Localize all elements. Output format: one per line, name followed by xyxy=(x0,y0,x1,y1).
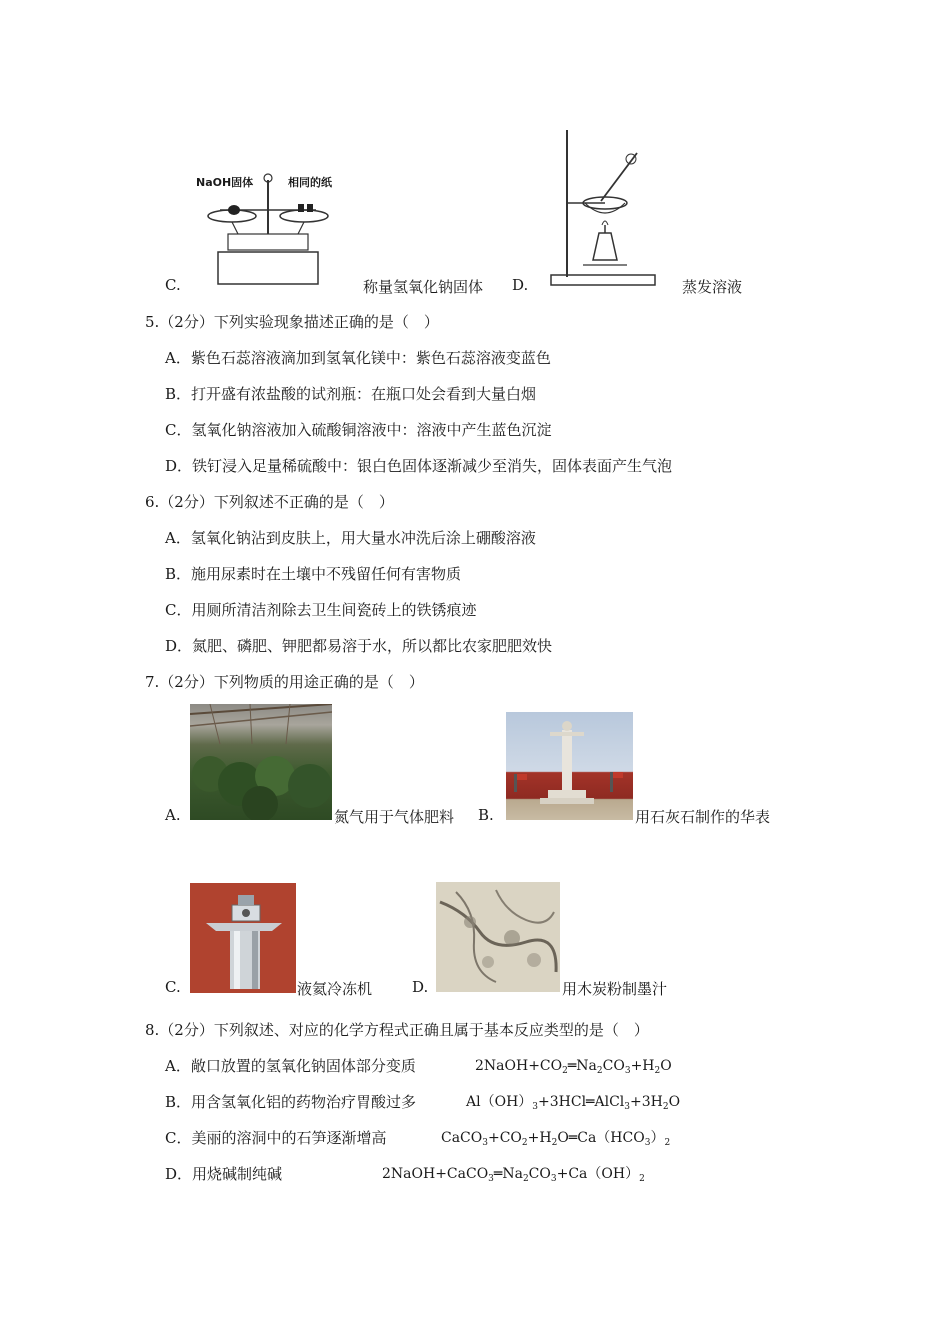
q6-stem: 6.（2分）下列叙述不正确的是（ ） xyxy=(145,493,394,511)
greenhouse-photo xyxy=(190,704,332,820)
q5-option-b: B．打开盛有浓盐酸的试剂瓶：在瓶口处会看到大量白烟 xyxy=(165,385,537,403)
q8-option-c-equation: $CaCO_3+CO_2+H_2O═Ca(HCO_3)_2$ xyxy=(441,1130,671,1148)
q8-option-c: C．美丽的溶洞中的石笋逐渐增高 xyxy=(165,1129,387,1147)
freezer-illustration xyxy=(190,883,296,993)
q4-option-c-text: 称量氢氧化钠固体 xyxy=(363,278,484,296)
q7-option-a-letter: A. xyxy=(165,806,181,824)
q7-option-c-text: 液氦冷冻机 xyxy=(297,980,373,998)
q4-option-d-letter: D. xyxy=(512,276,529,294)
ink-painting-photo xyxy=(436,882,560,992)
q7-stem: 7.（2分）下列物质的用途正确的是（ ） xyxy=(145,673,424,691)
freezer-photo xyxy=(190,883,296,993)
q6-option-b: B．施用尿素时在土壤中不残留任何有害物质 xyxy=(165,565,462,583)
balance-diagram xyxy=(190,160,340,290)
q5-option-d: D．铁钉浸入足量稀硫酸中：银白色固体逐渐减少至消失，固体表面产生气泡 xyxy=(165,457,673,475)
q6-option-a: A．氢氧化钠沾到皮肤上，用大量水冲洗后涂上硼酸溶液 xyxy=(165,529,536,547)
q5-stem: 5.（2分）下列实验现象描述正确的是（ ） xyxy=(145,313,439,331)
q7-option-d-letter: D. xyxy=(412,978,429,996)
ink-painting-illustration xyxy=(436,882,560,992)
q7-option-b-text: 用石灰石制作的华表 xyxy=(635,808,771,826)
q8-option-b: B．用含氢氧化铝的药物治疗胃酸过多 xyxy=(165,1093,417,1111)
q8-option-a-equation: $2NaOH+CO_2═Na_2CO_3+H_2O$ xyxy=(475,1058,672,1076)
q6-option-d: D．氮肥、磷肥、钾肥都易溶于水，所以都比农家肥肥效快 xyxy=(165,637,553,655)
q8-option-d: D．用烧碱制纯碱 xyxy=(165,1165,283,1183)
q4-option-c-letter: C. xyxy=(165,276,181,294)
q5-option-a: A．紫色石蕊溶液滴加到氢氧化镁中：紫色石蕊溶液变蓝色 xyxy=(165,349,551,367)
greenhouse-illustration xyxy=(190,704,332,820)
evaporation-drawing xyxy=(545,125,660,290)
q8-option-b-equation: $Al(OH)_3+3HCl═AlCl_3+3H_2O$ xyxy=(466,1094,681,1112)
evaporation-diagram xyxy=(545,125,660,290)
huabiao-illustration xyxy=(506,712,633,820)
q7-option-d-text: 用木炭粉制墨汁 xyxy=(562,980,668,998)
q8-option-d-equation: $2NaOH+CaCO_3═Na_2CO_3+Ca(OH)_2$ xyxy=(382,1166,645,1184)
q8-option-a: A．敞口放置的氢氧化钠固体部分变质 xyxy=(165,1057,416,1075)
q6-option-c: C．用厕所清洁剂除去卫生间瓷砖上的铁锈痕迹 xyxy=(165,601,477,619)
huabiao-photo xyxy=(506,712,633,820)
q7-option-c-letter: C. xyxy=(165,978,181,996)
q7-option-b-letter: B. xyxy=(478,806,494,824)
q7-option-a-text: 氮气用于气体肥料 xyxy=(334,808,455,826)
balance-label-right: 相同的纸 xyxy=(288,176,332,189)
q4-option-d-text: 蒸发溶液 xyxy=(682,278,743,296)
balance-label-left: NaOH固体 xyxy=(196,176,254,189)
q5-option-c: C．氢氧化钠溶液加入硫酸铜溶液中：溶液中产生蓝色沉淀 xyxy=(165,421,552,439)
q8-stem: 8.（2分）下列叙述、对应的化学方程式正确且属于基本反应类型的是（ ） xyxy=(145,1021,649,1039)
